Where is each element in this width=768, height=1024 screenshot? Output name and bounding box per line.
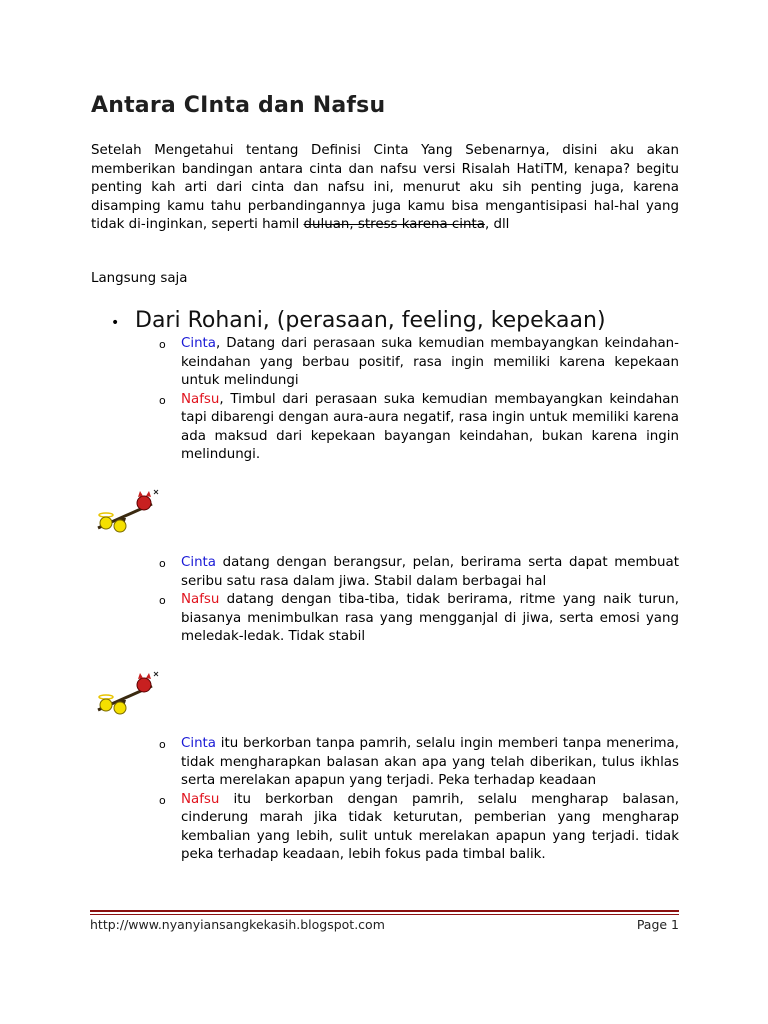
keyword-cinta: Cinta [181, 736, 217, 751]
comparison-list-3 [157, 735, 679, 865]
page-title: Antara CInta dan Nafsu [91, 93, 386, 118]
keyword-nafsu: Nafsu [181, 592, 220, 607]
comparison-list-1 [157, 335, 679, 465]
footer-rule [90, 910, 679, 912]
list-marker: o [159, 557, 166, 570]
list-item-text: itu berkorban dengan pamrih, selalu mengharap balasan, cinderung marah jika tidak keturutan, pemberian yang mengharap kembalian yang lebih, sulit untuk merelakan apapun yang terjadi. tidak peka terhadap keadaan, lebih fokus pada timbal balik. [181, 791, 679, 862]
list-item-text: itu berkorban tanpa pamrih, selalu ingin memberi tanpa menerima, tidak mengharapkan balasan akan apa yang telah diberikan, tulus ikhlas serta merelakan apapun yang terjadi. Peka terhadap keadaan [181, 736, 679, 788]
list-item-text: , Timbul dari perasaan suka kemudian membayangkan keindahan tapi dibarengi dengan aura-aura negatif, rasa ingin untuk memiliki karena ada maksud dari kepekaan bayangan keindahan, bukan karena ingin melindungi. [181, 391, 679, 462]
intro-text-end: , dll [484, 217, 510, 232]
comparison-list-2 [157, 554, 679, 647]
list-marker: o [159, 793, 166, 807]
keyword-cinta: Cinta [181, 336, 217, 351]
list-item-nafsu [157, 791, 679, 865]
section-heading-text: Dari Rohani, (perasaan, feeling, kepekaan) [135, 308, 606, 333]
list-item-text: , Datang dari perasaan suka kemudian membayangkan keindahan-keindahan yang berbau positif, rasa ingin memiliki karena kepekaan untuk melindungi [181, 336, 679, 388]
keyword-nafsu: Nafsu [181, 791, 220, 807]
intro-text: Setelah Mengetahui tentang Definisi Cinta Yang Sebenarnya, disini aku akan memberikan bandingan antara cinta dan nafsu versi Risalah HatiTM, kenapa? begitu penting kah arti dari cinta dan nafsu ini, menurut aku sih penting juga, karena disamping kamu tahu perbandingannya juga kamu bisa mengantisipasi hal-hal yang tidak di-inginkan, seperti hamil [91, 143, 679, 232]
list-marker: o [159, 594, 166, 607]
bullet-marker: • [111, 315, 120, 331]
list-marker: o [159, 393, 166, 407]
angel-devil-seesaw-icon [90, 670, 160, 720]
list-item-cinta [157, 335, 679, 391]
footer-url-link[interactable]: http://www.nyanyiansangkekasih.blogspot.com [90, 917, 385, 932]
list-item-text: datang dengan berangsur, pelan, berirama serta dapat membuat seribu satu rasa dalam jiwa. Stabil dalam berbagai hal [181, 555, 679, 589]
angel-devil-seesaw-icon [90, 488, 160, 538]
section-heading [111, 308, 606, 333]
keyword-cinta: Cinta [181, 555, 217, 570]
list-item-cinta [157, 554, 679, 591]
list-marker: o [159, 338, 166, 351]
list-item-nafsu [157, 391, 679, 465]
intro-struck-text: duluan, stress karena cinta [303, 217, 485, 232]
list-marker: o [159, 738, 166, 751]
lead-text: Langsung saja [91, 271, 188, 286]
list-item-text: datang dengan tiba-tiba, tidak berirama, ritme yang naik turun, biasanya menimbulkan rasa yang mengganjal di jiwa, serta emosi yang meledak-ledak. Tidak stabil [181, 592, 679, 644]
page-number: Page 1 [636, 917, 679, 932]
list-item-nafsu [157, 591, 679, 647]
list-item-cinta [157, 735, 679, 791]
footer-rule-thin [90, 914, 679, 915]
keyword-nafsu: Nafsu [181, 391, 220, 407]
intro-paragraph [91, 142, 679, 235]
